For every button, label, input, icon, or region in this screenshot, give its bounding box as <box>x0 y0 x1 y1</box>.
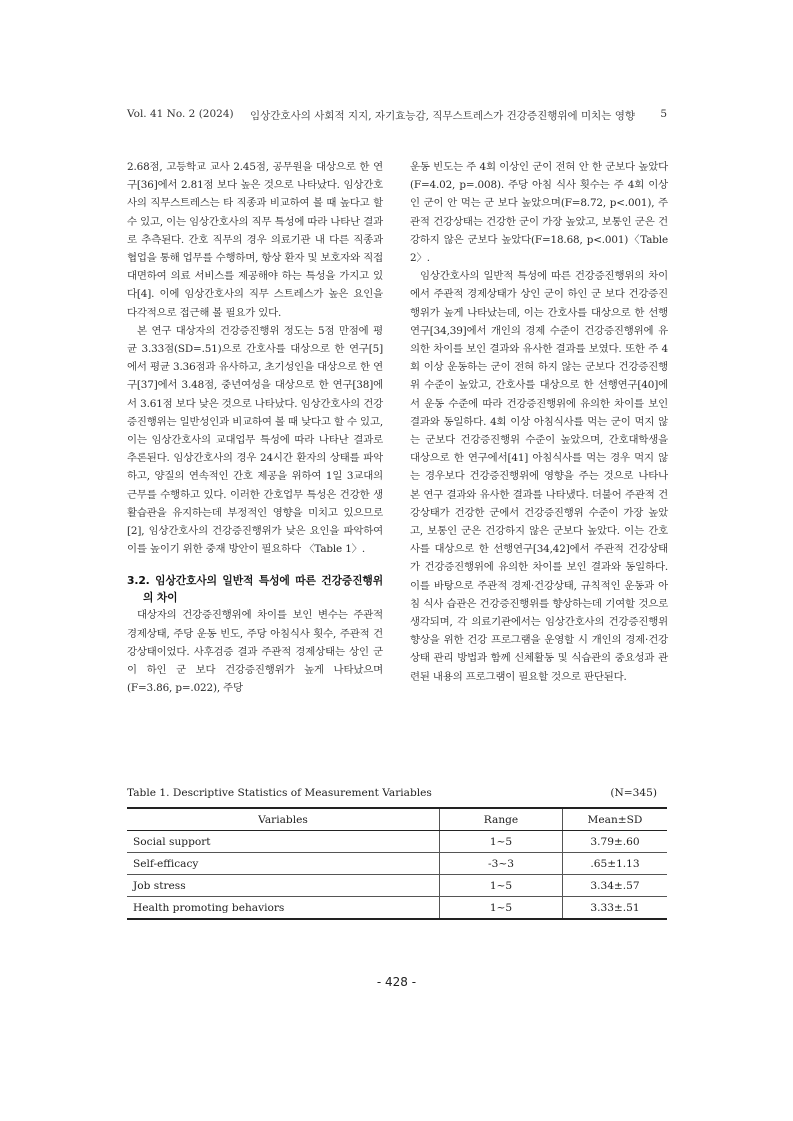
right-column <box>410 158 668 686</box>
table-1 <box>127 787 667 920</box>
table-sample-size: (N=345) <box>610 787 657 799</box>
right-paragraph-2: 임상간호사의 일반적 특성에 따른 건강증진행위의 차이에서 주관적 경제상태가 상인 군이 하인 군 보다 건강증진행위가 높게 나타났는데, 이는 간호사를 대상으로 한 선행연구[34,39]에서 개인의 경제 수준이 건강증진행위에 유의한 차이를 보인 결과와 유사한 결과를 보였다. 또한 주 4회 이상 운동하는 군이 전혀 하지 않는 군보다 건강증진행위 수준이 높았고, 간호사를 대상으로 한 선행연구[40]에서 운동 수준에 따라 건강증진행위에 유의한 차이를 보인 결과와 동일하다. 4회 이상 아침식사를 먹는 군이 먹지 않는 군보다 건강증진행위 수준이 높았으며, 간호대학생을 대상으로 한 연구에서[41] 아침식사를 먹는 경우 먹지 않는 경우보다 건강증진행위에 영향을 주는 것으로 나타나 본 연구 결과와 유사한 결과를 나타냈다. 더불어 주관적 건강상태가 건강한 군에서 건강증진행위 수준이 가장 높았고, 보통인 군은 건강하지 않은 군보다 높았다. 이는 간호사를 대상으로 한 선행연구[34,42]에서 주관적 건강상태가 건강증진행위에 유의한 차이를 보인 결과와 동일하다. 이를 바탕으로 주관적 경제·건강상태, 규칙적인 운동과 아침 식사 습관은 건강증진행위를 향상하는데 기여할 것으로 생각되며, 각 의료기관에서는 임상간호사의 건강증진행위 향상을 위한 건강 프로그램을 운영할 시 개인의 경제·건강상태 관리 방법과 함께 신체활동 및 식습관의 중요성과 관련된 내용의 프로그램이 필요할 것으로 판단된다. <box>410 270 668 683</box>
cell-range: -3~3 <box>440 853 563 875</box>
section-heading: 3.2. 임상간호사의 일반적 특성에 따른 건강증진행위의 차이 <box>127 574 383 605</box>
header-range: Range <box>440 808 563 831</box>
journal-volume: Vol. 41 No. 2 (2024) <box>127 108 234 120</box>
page-footer: - 428 - <box>376 975 417 989</box>
cell-range: 1~5 <box>440 875 563 897</box>
cell-mean-sd: 3.79±.60 <box>563 831 668 853</box>
cell-mean-sd: 3.33±.51 <box>563 897 668 920</box>
left-paragraph-3: 대상자의 건강증진행위에 차이를 보인 변수는 주관적 경제상태, 주당 운동 빈도, 주당 아침식사 횟수, 주관적 건강상태이었다. 사후검증 결과 주관적 경제상태는 상인 군이 하인 군 보다 건강증진행위가 높게 나타났으며(F=3.86, p=.022), 주당 <box>127 609 383 695</box>
running-title: 임상간호사의 사회적 지지, 자기효능감, 직무스트레스가 건강증진행위에 미치는 영향 <box>250 110 636 122</box>
cell-variable: Social support <box>127 831 440 853</box>
statistics-table <box>127 807 667 920</box>
header-page-number: 5 <box>660 108 667 120</box>
left-column <box>127 158 383 697</box>
table-row <box>127 853 667 875</box>
cell-variable: Self-efficacy <box>127 853 440 875</box>
header-variables: Variables <box>127 808 440 831</box>
running-header <box>127 108 667 128</box>
left-paragraph-2: 본 연구 대상자의 건강증진행위 정도는 5점 만점에 평균 3.33점(SD=.51)으로 간호사를 대상으로 한 연구[5]에서 평균 3.36점과 유사하고, 초기성인을 대상으로 한 연구[37]에서 3.48점, 중년여성을 대상으로 한 연구[38]에서 3.61점 보다 낮은 것으로 나타났다. 임상간호사의 건강증진행위는 일반성인과 비교하여 볼 때 낮다고 할 수 있고, 이는 임상간호사의 교대업무 특성에 따라 나타난 결과로 추론된다. 임상간호사의 경우 24시간 환자의 상태를 파악하고, 양질의 연속적인 간호 제공을 위하여 1일 3교대의 근무를 수행하고 있다. 이러한 간호업무 특성은 건강한 생활습관을 유지하는데 부정적인 영향을 미치고 있으므로[2], 임상간호사의 건강증진행위가 낮은 요인을 파악하여 이를 높이기 위한 중재 방안이 필요하다 〈Table 1〉. <box>127 324 383 556</box>
right-paragraph-1: 운동 빈도는 주 4회 이상인 군이 전혀 안 한 군보다 높았다(F=4.02, p=.008). 주당 아침 식사 횟수는 주 4회 이상인 군이 안 먹는 군 보다 높았으며(F=8.72, p<.001), 주관적 건강상태는 건강한 군이 가장 높았고, 보통인 군은 건강하지 않은 군보다 높았다(F=18.68, p<.001)〈Table 2〉. <box>410 161 668 265</box>
cell-mean-sd: 3.34±.57 <box>563 875 668 897</box>
table-row <box>127 875 667 897</box>
cell-range: 1~5 <box>440 831 563 853</box>
cell-range: 1~5 <box>440 897 563 920</box>
left-paragraph-1: 2.68점, 고등학교 교사 2.45점, 공무원을 대상으로 한 연구[36]에서 2.81점 보다 높은 것으로 나타났다. 임상간호사의 직무스트레스는 타 직종과 비교하여 볼 때 높다고 할 수 있고, 이는 임상간호사의 직무 특성에 따라 나타난 결과로 추측된다. 간호 직무의 경우 의료기관 내 다른 직종과 협업을 통해 업무를 수행하며, 항상 환자 및 보호자와 직접 대면하여 의료 서비스를 제공해야 하는 특성을 가지고 있다[4]. 이에 임상간호사의 직무 스트레스가 높은 요인을 다각적으로 접근해 볼 필요가 있다. <box>127 161 383 319</box>
table-caption: Table 1. Descriptive Statistics of Measurement Variables <box>127 787 432 799</box>
cell-mean-sd: .65±1.13 <box>563 853 668 875</box>
cell-variable: Health promoting behaviors <box>127 897 440 920</box>
table-row <box>127 897 667 920</box>
table-header-row <box>127 808 667 831</box>
header-mean-sd: Mean±SD <box>563 808 668 831</box>
table-row <box>127 831 667 853</box>
cell-variable: Job stress <box>127 875 440 897</box>
